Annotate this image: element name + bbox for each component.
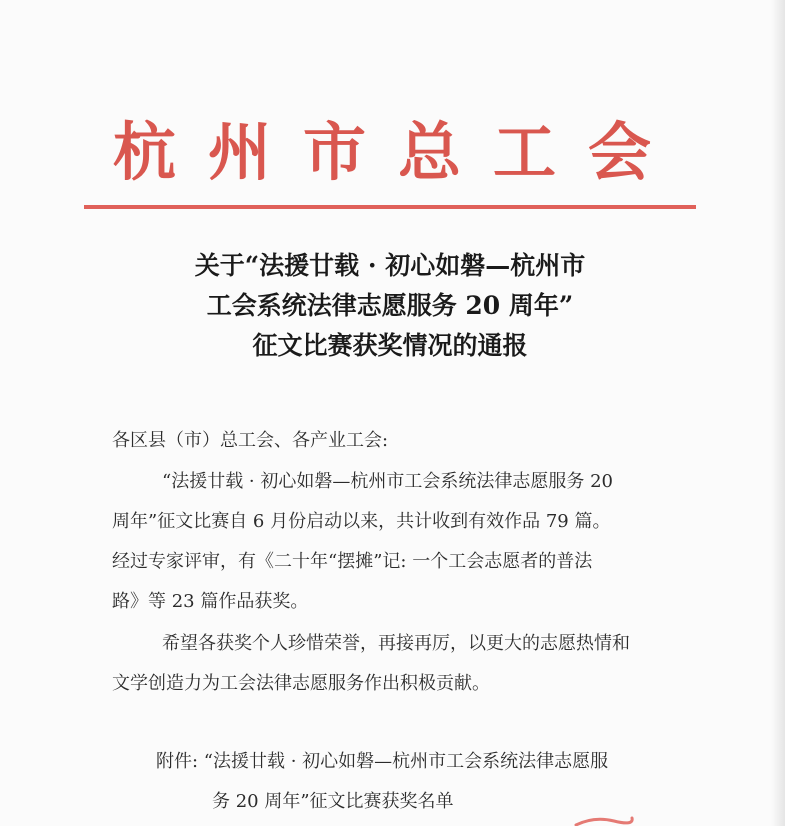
paragraph-1-line: 周年”征文比赛自 6 月份启动以来，共计收到有效作品 79 篇。: [112, 511, 611, 532]
attachment-note: [112, 742, 702, 822]
paragraph-2-line: 文学创造力为工会法律志愿服务作出积极贡献。: [112, 673, 490, 694]
paragraph-1-line: “法援廿载 · 初心如磐—杭州市工会系统法律志愿服务 20: [162, 471, 613, 492]
title-line-2: 工会系统法律志愿服务 20 周年”: [206, 291, 574, 320]
paragraph-1-line: 经过专家评审，有《二十年“摆摊”记: 一个工会志愿者的普法: [112, 551, 593, 572]
attachment-line: 务 20 周年”征文比赛获奖名单: [212, 791, 454, 812]
paragraph-2-line: 希望各获奖个人珍惜荣誉，再接再厉，以更大的志愿热情和: [162, 633, 630, 654]
title-line-3: 征文比赛获奖情况的通报: [252, 331, 528, 360]
title-line-1: 关于“法援廿载 · 初心如磐—杭州市: [194, 251, 586, 280]
paragraph-1-line: 路》等 23 篇作品获奖。: [112, 591, 309, 612]
attachment-line: 附件: “法援廿载 · 初心如磐—杭州市工会系统法律志愿服: [156, 751, 609, 772]
stamp-edge-mark: [574, 815, 634, 826]
red-divider-line: [84, 205, 696, 209]
paragraph-1: [112, 462, 702, 622]
page-edge-shadow: [771, 0, 785, 826]
paragraph-2: [112, 624, 702, 704]
salutation: 各区县（市）总工会、各产业工会:: [112, 430, 389, 451]
document-title: [84, 246, 696, 366]
issuing-organization-header: 杭州市总工会: [113, 115, 683, 189]
